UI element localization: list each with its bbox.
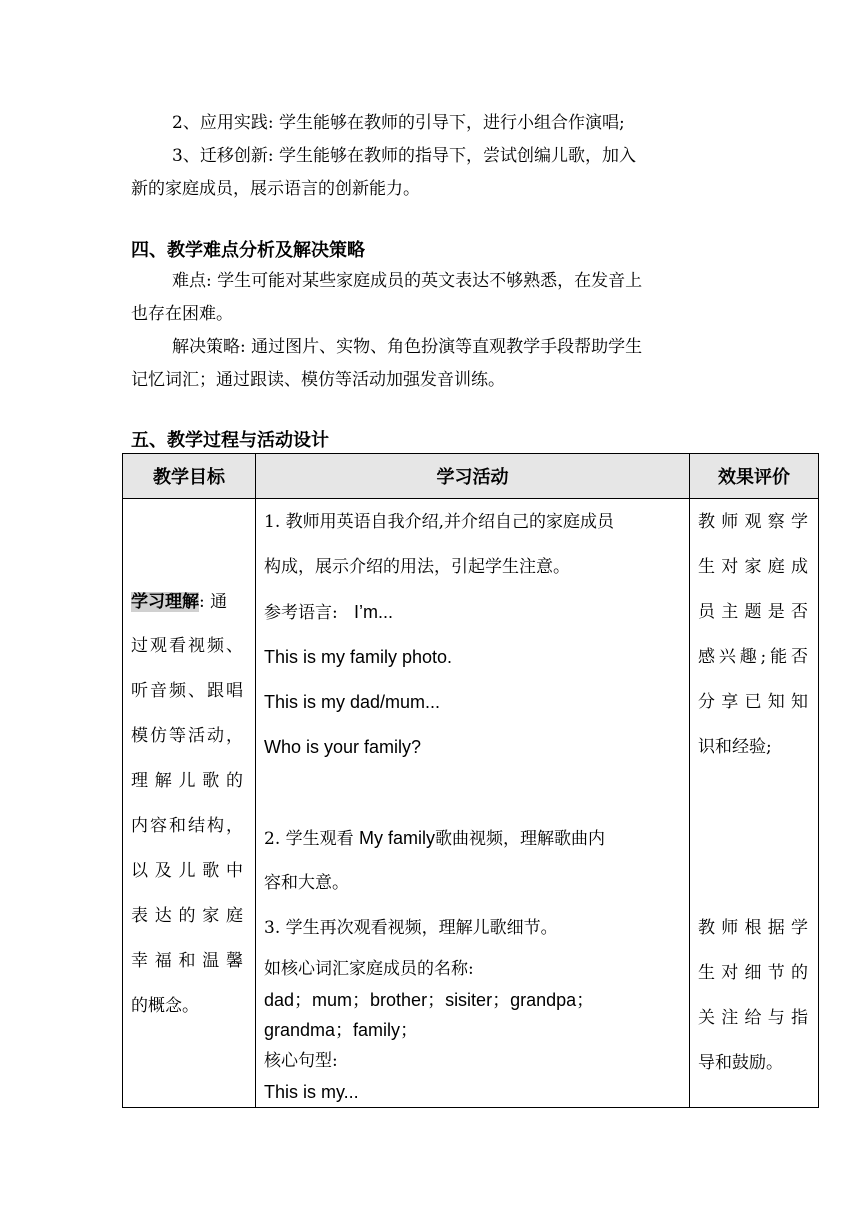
sentence-who-family: Who is your family? xyxy=(264,737,422,757)
core-sentence-label: 核心句型: xyxy=(264,1051,338,1071)
difficulty-line-2: 也存在困难。 xyxy=(131,304,233,324)
sentence-dad-mum: This is my dad/mum... xyxy=(264,692,441,712)
eval-1-line-1: 教师观察学 xyxy=(698,512,808,532)
eval-2-line-3: 关注给与指 xyxy=(698,1008,808,1028)
activity-cell xyxy=(256,499,690,1108)
section-4-heading: 四、教学难点分析及解决策略 xyxy=(131,240,365,261)
strategy-line-2: 记忆词汇；通过跟读、模仿等活动加强发音训练。 xyxy=(131,370,505,390)
table-header-row xyxy=(123,454,819,499)
strategy-line-1: 解决策略: 通过图片、实物、角色扮演等直观教学手段帮助学生 xyxy=(172,337,643,357)
core-sentence: This is my... xyxy=(264,1082,359,1102)
header-goal: 教学目标 xyxy=(123,454,256,499)
goal-line-5: 内容和结构， xyxy=(131,816,243,836)
eval-1-line-2: 生对家庭成 xyxy=(698,557,808,577)
eval-1-line-3: 员主题是否 xyxy=(698,602,808,622)
activity-1-line-1: 1. 教师用英语自我介绍,并介绍自己的家庭成员 xyxy=(264,512,615,532)
core-vocab-line-1: dad；mum；brother；sisiter；grandpa； xyxy=(264,990,595,1010)
goal-line-3: 模仿等活动， xyxy=(131,726,243,746)
eval-2-line-2: 生对细节的 xyxy=(698,963,808,983)
sentence-family-photo: This is my family photo. xyxy=(264,647,453,667)
goal-line-7: 表达的家庭 xyxy=(131,906,243,926)
eval-1-line-4: 感兴趣;能否 xyxy=(698,647,808,667)
goal-first-rest: : 通 xyxy=(199,592,228,612)
activity-3-line-1: 3. 学生再次观看视频，理解儿歌细节。 xyxy=(264,918,558,938)
difficulty-line-1: 难点: 学生可能对某些家庭成员的英文表达不够熟悉，在发音上 xyxy=(172,271,643,291)
goal-line-4: 理解儿歌的 xyxy=(131,771,243,791)
activity-1-line-2: 构成，展示介绍的用法，引起学生注意。 xyxy=(264,557,570,577)
eval-1-line-6: 识和经验; xyxy=(698,737,772,757)
eval-1-line-5: 分享已知知 xyxy=(698,692,808,712)
intro-line-2: 3、迁移创新: 学生能够在教师的指导下，尝试创编儿歌，加入 xyxy=(172,146,636,166)
table-row xyxy=(123,499,819,1108)
goal-line-1: 过观看视频、 xyxy=(131,636,243,656)
goal-line-2: 听音频、跟唱 xyxy=(131,681,243,701)
goal-line-8: 幸福和温馨 xyxy=(131,951,243,971)
evaluation-cell xyxy=(690,499,819,1108)
reference-language: 参考语言: I’m... xyxy=(264,602,393,623)
header-activity: 学习活动 xyxy=(256,454,690,499)
goal-line-9: 的概念。 xyxy=(131,996,199,1016)
goal-line-6: 以及儿歌中 xyxy=(131,861,243,881)
header-evaluation: 效果评价 xyxy=(690,454,819,499)
activity-2-line-1: 2. 学生观看 My family歌曲视频，理解歌曲内 xyxy=(264,828,606,849)
goal-line-0 xyxy=(131,591,227,613)
core-vocab-line-2: grandma；family； xyxy=(264,1020,419,1040)
activity-table xyxy=(122,453,819,1108)
core-vocab-label: 如核心词汇家庭成员的名称: xyxy=(264,959,474,979)
goal-cell xyxy=(123,499,256,1108)
section-5-heading: 五、教学过程与活动设计 xyxy=(131,430,329,451)
activity-2-line-2: 容和大意。 xyxy=(264,873,349,893)
intro-line-1: 2、应用实践: 学生能够在教师的引导下，进行小组合作演唱; xyxy=(172,113,625,133)
intro-line-3: 新的家庭成员，展示语言的创新能力。 xyxy=(131,179,420,199)
eval-2-line-1: 教师根据学 xyxy=(698,918,808,938)
goal-highlight: 学习理解 xyxy=(131,592,199,612)
eval-2-line-4: 导和鼓励。 xyxy=(698,1053,783,1073)
